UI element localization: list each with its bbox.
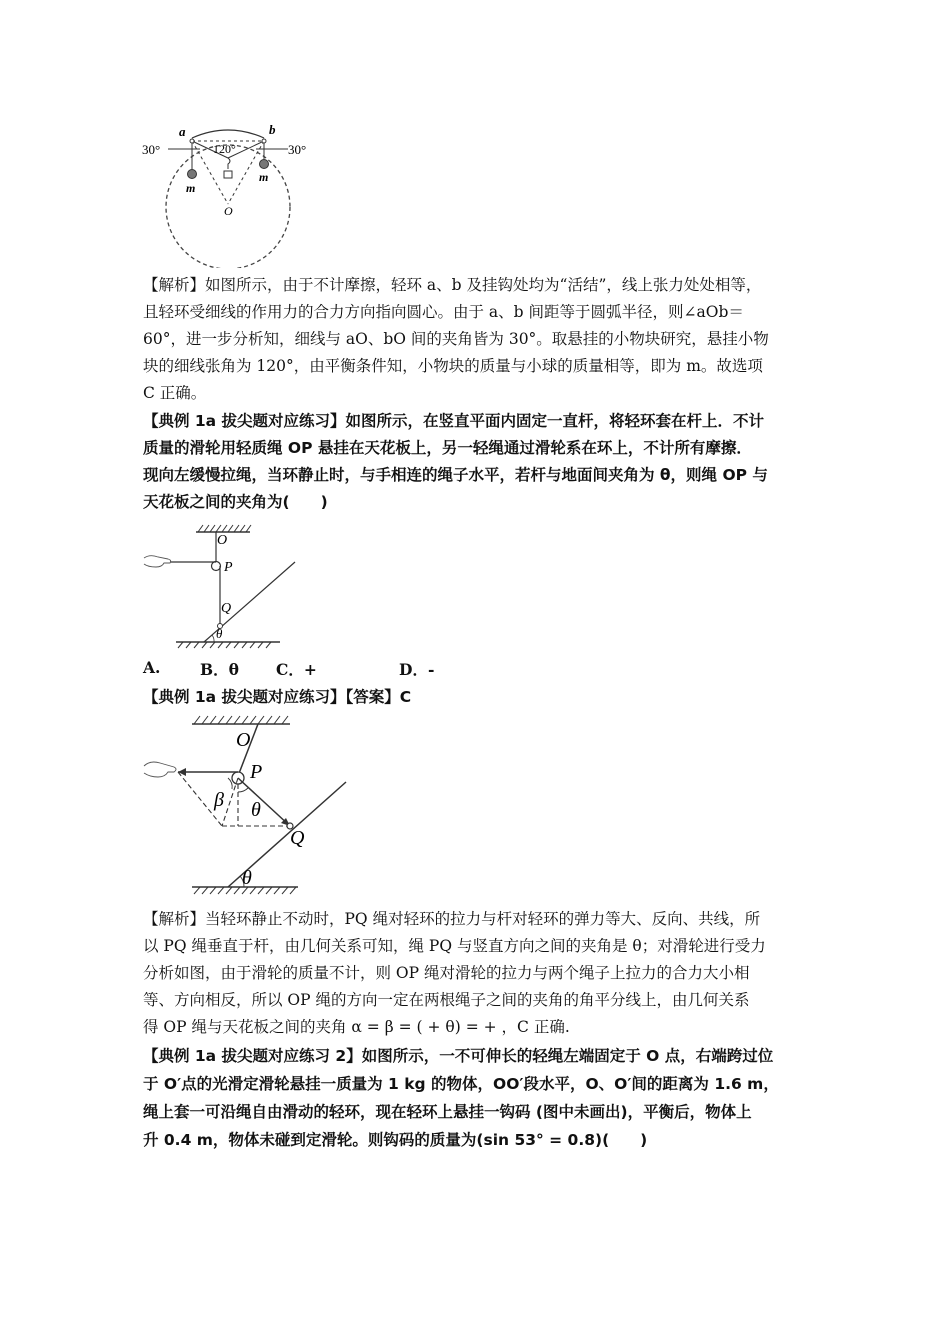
pulley-P xyxy=(212,562,221,571)
angle-arc xyxy=(212,635,214,642)
label-b: b xyxy=(269,122,276,137)
problem-2-line: 绳上套一可沿绳自由滑动的轻环，现在轻环上悬挂一钩码 (图中未画出)，平衡后，物体上 xyxy=(143,1103,752,1121)
dashed-resultant xyxy=(222,778,238,826)
ceiling-hatch xyxy=(198,525,251,532)
ball-left xyxy=(188,170,197,179)
label-30-right: 30° xyxy=(288,142,307,157)
analysis-2-line: 分析如图，由于滑轮的质量不计，则 OP 绳对滑轮的拉力与两个绳子上拉力的合力大小相 xyxy=(143,964,750,982)
label-P: P xyxy=(250,761,263,783)
ground-hatch xyxy=(178,642,271,648)
analysis-2-line: 【解析】当轻环静止不动时，PQ 绳对轻环的拉力与杆对轻环的弹力等大、反向、共线，所 xyxy=(143,910,761,928)
label-30-left: 30° xyxy=(142,142,161,157)
label-O: O xyxy=(224,204,233,218)
rope-PQ xyxy=(238,778,290,826)
ring-b xyxy=(262,139,266,143)
hand-icon xyxy=(144,762,176,777)
ball-right xyxy=(260,160,269,169)
problem-2-line: 升 0.4 m，物体未碰到定滑轮。则钩码的质量为(sin 53° = 0.8)( ) xyxy=(143,1131,648,1149)
small-block xyxy=(224,171,232,178)
analysis-1 xyxy=(143,272,815,407)
label-O: O xyxy=(236,729,251,751)
label-theta-mid: θ xyxy=(251,799,261,821)
analysis-2 xyxy=(143,906,815,1041)
label-O: O xyxy=(217,533,228,548)
analysis-1-line: 60°，进一步分析知，细线与 aO、bO 间的夹角皆为 30°。取悬挂的小物块研究，悬挂小物 xyxy=(143,330,769,348)
hand-icon xyxy=(144,556,171,567)
analysis-2-line: 得 OP 绳与天花板之间的夹角 α = β = ( + θ) = + ，C 正确. xyxy=(143,1018,570,1036)
problem-1-line: 质量的滑轮用轻质绳 OP 悬挂在天花板上，另一轻绳通过滑轮系在环上，不计所有摩擦． xyxy=(143,439,752,457)
option-c[interactable]: C．+ xyxy=(276,660,317,679)
figure-circle-rings xyxy=(140,118,320,268)
arrow-left xyxy=(178,768,186,776)
answer-text: 【典例 1a 拔尖题对应练习】【答案】C xyxy=(143,688,412,706)
label-P: P xyxy=(224,560,233,575)
problem-2-line: 于 O′点的光滑定滑轮悬挂一质量为 1 kg 的物体，OO′段水平，O、O′间的距离为 1.6 m， xyxy=(143,1075,779,1093)
angle-arc-theta xyxy=(238,788,248,792)
problem-1-line: 天花板之间的夹角为( ) xyxy=(143,493,328,511)
problem-1-line: 【典例 1a 拔尖题对应练习】如图所示，在竖直平面内固定一直杆，将轻环套在杆上．不计 xyxy=(143,412,765,430)
answer-line xyxy=(143,684,815,711)
ceiling-hatch xyxy=(194,716,288,724)
ring-a xyxy=(190,139,194,143)
arc-top xyxy=(192,130,264,138)
label-theta: θ xyxy=(216,626,223,641)
label-a: a xyxy=(179,124,186,139)
label-beta: β xyxy=(214,789,224,811)
analysis-1-line: 【解析】如图所示，由于不计摩擦，轻环 a、b 及挂钩处均为“活结”，线上张力处处相等， xyxy=(143,276,762,294)
problem-1 xyxy=(143,408,815,516)
analysis-1-line: 且轻环受细线的作用力的合力方向指向圆心。由于 a、b 间距等于圆弧半径，则∠aOb＝ xyxy=(143,303,744,321)
label-m-right: m xyxy=(259,170,269,184)
analysis-2-line: 以 PQ 绳垂直于杆，由几何关系可知，绳 PQ 与竖直方向之间的夹角是 θ；对滑轮进行受力 xyxy=(143,937,766,955)
analysis-1-line: C 正确。 xyxy=(143,384,207,402)
label-Q: Q xyxy=(290,827,305,849)
problem-2-line: 【典例 1a 拔尖题对应练习 2】如图所示，一不可伸长的轻绳左端固定于 O 点，右端跨过位 xyxy=(143,1047,774,1065)
figure-force-analysis xyxy=(140,712,360,902)
problem-2 xyxy=(143,1042,815,1154)
label-theta-bottom: θ xyxy=(242,867,252,889)
option-b[interactable]: B．θ xyxy=(200,660,239,679)
analysis-1-line: 块的细线张角为 120°，由平衡条件知，小物块的质量与小球的质量相等，即为 m。故选项 xyxy=(143,357,763,375)
option-d[interactable]: D．- xyxy=(399,660,435,679)
label-Q: Q xyxy=(221,601,232,616)
option-a[interactable]: A. xyxy=(143,658,161,677)
problem-1-line: 现向左缓慢拉绳，当环静止时，与手相连的绳子水平，若杆与地面间夹角为 θ，则绳 OP 与 xyxy=(143,466,768,484)
angle-arc-beta xyxy=(228,778,232,789)
label-m-left: m xyxy=(186,181,196,195)
analysis-2-line: 等、方向相反，所以 OP 绳的方向一定在两根绳子之间的夹角的角平分线上，由几何关系 xyxy=(143,991,750,1009)
label-120: 120° xyxy=(213,142,236,156)
figure-pulley-rod xyxy=(140,520,310,652)
hook xyxy=(228,158,230,169)
